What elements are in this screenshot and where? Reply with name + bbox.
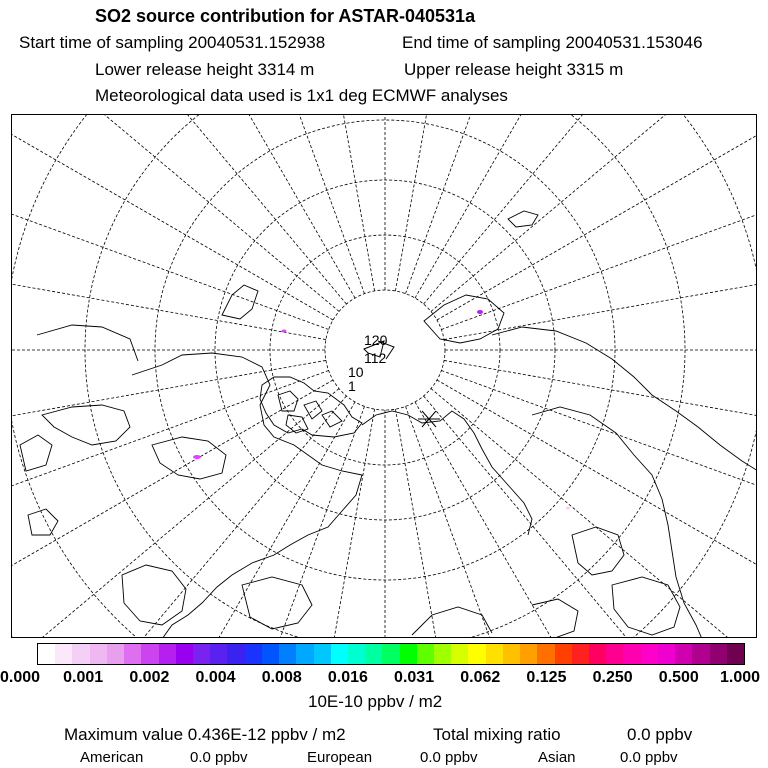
latitude-circle [12,115,757,638]
total-mixing-label: Total mixing ratio [433,725,561,744]
colorbar-tick-label: 0.125 [526,669,567,686]
colorbar-swatch [107,644,124,664]
meridian [437,115,757,320]
meridian [111,115,364,294]
colorbar-swatch [623,644,640,664]
plume-dot [566,507,570,510]
plume-dot [193,455,201,459]
meridian [415,402,757,638]
meridian [441,371,757,624]
colorbar-swatch [486,644,503,664]
colorbar-tick-label: 0.250 [592,669,633,686]
colorbar-swatch [176,644,193,664]
pole-labels [348,332,388,394]
colorbar-swatch [245,644,262,664]
colorbar [37,643,745,665]
meridian [111,406,364,638]
colorbar-swatch [296,644,313,664]
colorbar-tick-label: 0.002 [129,669,170,686]
colorbar-swatch [159,644,176,664]
colorbar-swatch [210,644,227,664]
colorbar-swatch [589,644,606,664]
start-time-label: Start time of sampling 20040531.152938 [19,33,326,52]
colorbar-swatch [434,644,451,664]
plume-dot [282,330,287,333]
american-label: American [80,749,144,766]
colorbar-swatch [124,644,141,664]
latitude-circle [12,115,757,638]
colorbar-swatch [451,644,468,664]
latitude-circle [12,115,757,638]
colorbar-swatch [503,644,520,664]
map-panel [11,114,757,638]
meridian [12,115,355,298]
plume-dot [477,310,483,314]
colorbar-swatch [537,644,554,664]
meridian [415,115,757,298]
colorbar-swatch [710,644,727,664]
colorbar-swatch [520,644,537,664]
meridian [12,211,326,339]
meridian [12,380,333,638]
colorbar-swatch [555,644,572,664]
meridian [431,115,757,311]
colorbar-swatch [348,644,365,664]
colorbar-swatch [382,644,399,664]
colorbar-swatch [55,644,72,664]
meridian [437,380,757,638]
colorbar-tick-label: 0.016 [327,669,368,686]
colorbar-swatch [675,644,692,664]
coastlines [20,211,757,638]
upper-height-label: Upper release height 3315 m [404,60,624,79]
met-data-label: Meteorological data used is 1x1 deg ECMWF analyses [95,86,508,105]
colorbar-swatch [641,644,658,664]
colorbar-swatch [193,644,210,664]
map-title: SO2 source contribution for ASTAR-040531a [95,6,476,26]
colorbar-unit: 10E-10 ppbv / m2 [308,692,443,711]
polar-map [12,115,757,638]
colorbar-swatch [417,644,434,664]
colorbar-swatch [90,644,107,664]
colorbar-swatch [400,644,417,664]
colorbar-swatch [692,644,709,664]
colorbar-swatch [658,644,675,664]
asian-label: Asian [538,749,576,766]
european-label: European [307,749,373,766]
colorbar-swatch [72,644,89,664]
colorbar-swatch [262,644,279,664]
colorbar-swatch [572,644,589,664]
meridian [12,360,326,488]
colorbar-tick-label: 0.008 [261,669,302,686]
meridian [406,406,659,638]
colorbar-swatch [38,644,55,664]
colorbar-swatch [331,644,348,664]
meridian [12,396,346,638]
american-value: 0.0 ppbv [190,749,248,766]
colorbar-tick-label: 1.000 [719,669,761,686]
colorbar-swatch [141,644,158,664]
colorbar-swatch [727,644,744,664]
asian-value: 0.0 ppbv [620,749,678,766]
meridian [441,115,757,329]
colorbar-swatch [468,644,485,664]
meridian [12,115,339,311]
pole-label: 1 [348,378,356,394]
meridian [12,115,329,329]
pole-label: 10 [348,364,364,380]
colorbar-tick-label: 0.062 [460,669,501,686]
lower-height-label: Lower release height 3314 m [95,60,315,79]
european-value: 0.0 ppbv [420,749,478,766]
colorbar-swatch [279,644,296,664]
meridian [444,211,757,339]
colorbar-tick-label: 0.000 [0,669,41,686]
colorbar-tick-label: 0.001 [63,669,104,686]
meridian [246,115,374,291]
meridian [12,115,333,320]
total-mixing-value: 0.0 ppbv [627,725,693,744]
colorbar-swatch [227,644,244,664]
meridian [395,409,523,638]
meridian [406,115,659,294]
graticule [12,115,757,638]
colorbar-swatch [606,644,623,664]
end-time-label: End time of sampling 20040531.153046 [402,33,703,52]
max-value-label: Maximum value 0.436E-12 ppbv / m2 [64,725,346,744]
pole-label: 112 [364,350,387,366]
colorbar-tick-label: 0.500 [658,669,699,686]
colorbar-tick-label: 0.031 [394,669,435,686]
meridian [395,115,523,291]
pole-label: 120 [364,332,388,348]
meridian [444,360,757,488]
meridian [246,409,374,638]
colorbar-swatch [314,644,331,664]
colorbar-tick-label: 0.004 [195,669,236,686]
colorbar-swatch [365,644,382,664]
